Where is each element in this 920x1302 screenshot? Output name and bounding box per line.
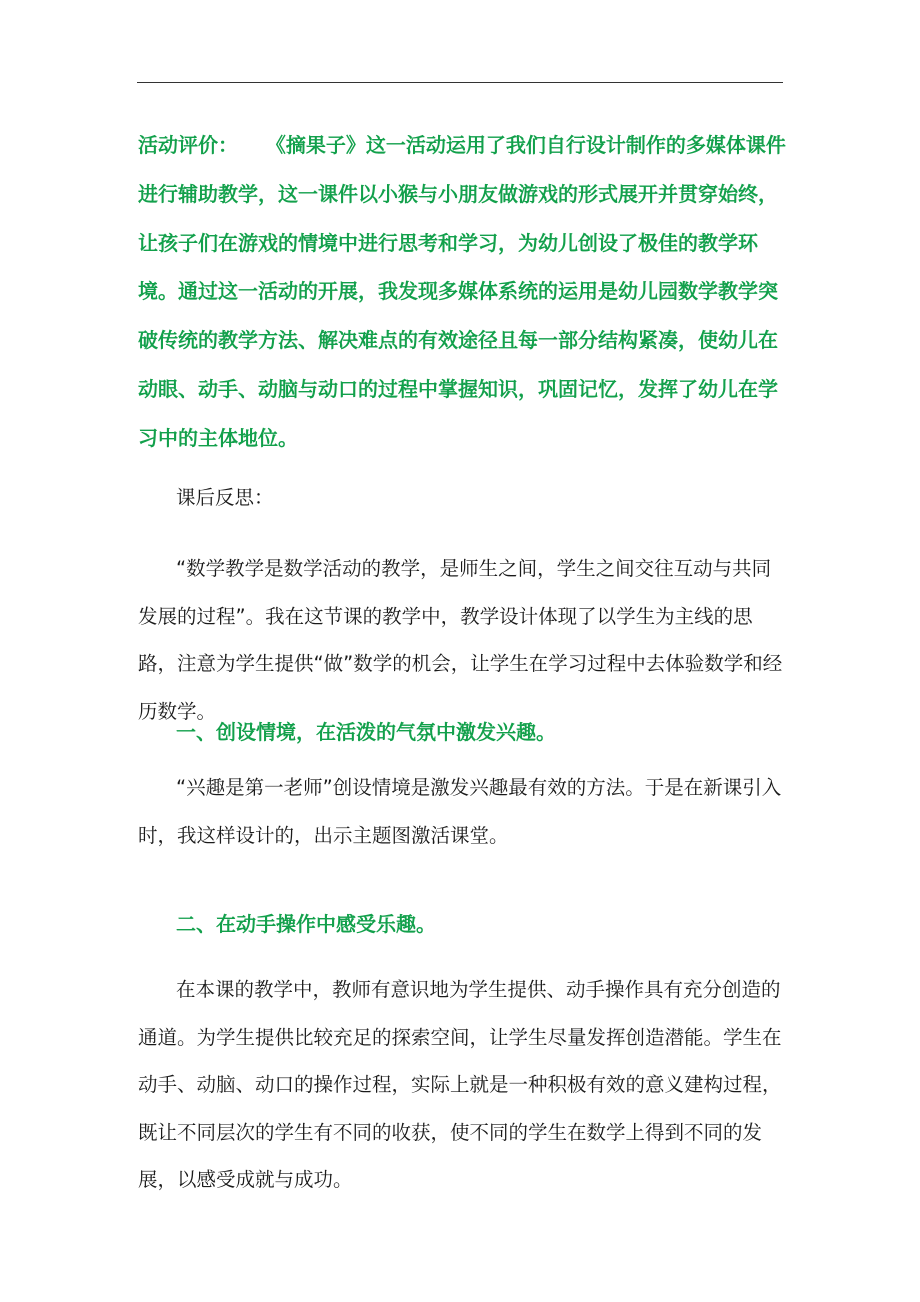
- header-rule: [137, 82, 783, 83]
- reflection-title: 课后反思：: [176, 486, 274, 509]
- section1-body: “兴趣是第一老师”创设情境是激发兴趣最有效的方法。于是在新课引入时，我这样设计的，出示主题图激活课堂。: [138, 776, 782, 847]
- evaluation-label: 活动评价：: [138, 133, 238, 157]
- section2-heading: 二、在动手操作中感受乐趣。: [176, 912, 436, 936]
- evaluation-text: 《摘果子》这一活动运用了我们自行设计制作的多媒体课件进行辅助教学，这一课件以小猴与小朋友做游戏的形式展开并贯穿始终，让孩子们在游戏的情境中进行思考和学习，为幼儿创设了极佳的教学环境。通过这一活动的开展，我发现多媒体系统的运用是幼儿园数学教学突破传统的教学方法、解决难点的有效途径且每一部分结构紧凑，使幼儿在动眼、动手、动脑与动口的过程中掌握知识，巩固记忆，发挥了幼儿在学习中的主体地位。: [138, 133, 786, 450]
- evaluation-paragraph: [138, 121, 786, 463]
- quote-paragraph: “数学教学是数学活动的教学，是师生之间，学生之间交往互动与共同发展的过程”。我在这节课的教学中，教学设计体现了以学生为主线的思路，注意为学生提供“做”数学的机会，让学生在学习过程中去体验数学和经历数学。: [138, 557, 783, 723]
- section1-heading: 一、创设情境，在活泼的气氛中激发兴趣。: [176, 720, 556, 744]
- section2-body: 在本课的教学中，教师有意识地为学生提供、动手操作具有充分创造的通道。为学生提供比较充足的探索空间，让学生尽量发挥创造潜能。学生在动手、动脑、动口的操作过程，实际上就是一种积极有效的意义建构过程，既让不同层次的学生有不同的收获，使不同的学生在数学上得到不同的发展，以感受成就与成功。: [138, 978, 782, 1191]
